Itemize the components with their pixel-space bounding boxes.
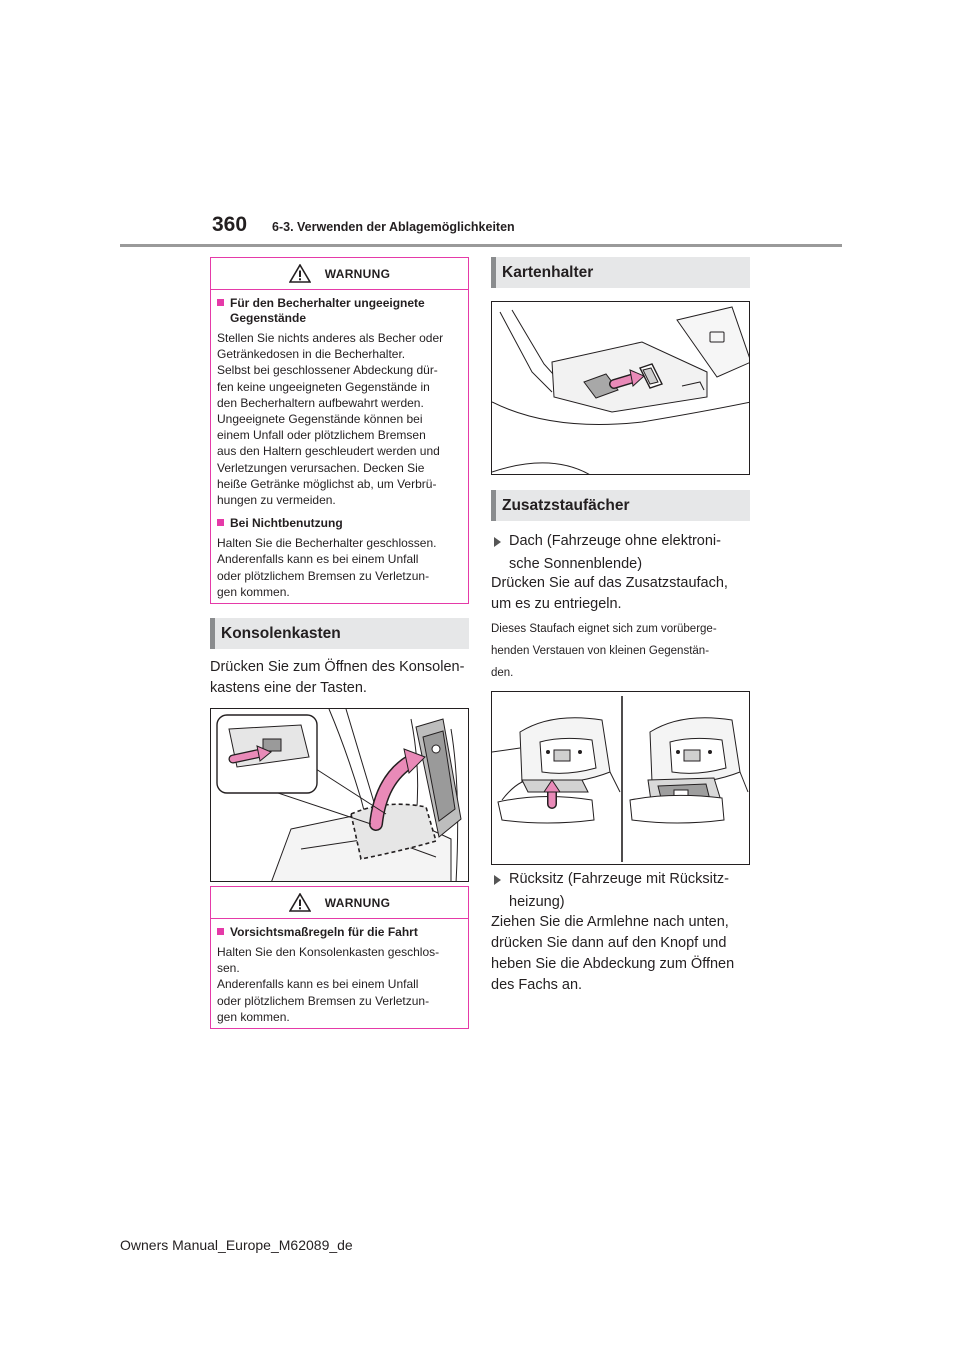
warning-text: Halten Sie die Becherhalter geschlossen. Anderenfalls kann es bei einem Unfall oder plötzlichem Bremsen zu Verletzun- gen kommen. <box>217 536 437 599</box>
heading-kartenhalter: Kartenhalter <box>491 257 750 288</box>
warning-triangle-icon <box>289 893 311 912</box>
zusatz-note: Dieses Staufach eignet sich zum vorüberge- henden Verstauen von kleinen Gegenstän- den. <box>491 623 717 679</box>
heading-konsolenkasten: Konsolenkasten <box>210 618 469 649</box>
section-header: 6-3. Verwenden der Ablagemöglichkeiten <box>272 220 515 234</box>
warning-subtitle: Vorsichtsmaßregeln für die Fahrt <box>217 925 464 940</box>
warning-header <box>211 258 468 290</box>
pink-square-bullet-icon <box>217 299 224 306</box>
bullet-rear-seat: Rücksitz (Fahrzeuge mit Rücksitz- heizung) <box>494 868 754 914</box>
console-box-illustration <box>210 708 469 882</box>
footer-doc-id: Owners Manual_Europe_M62089_de <box>120 1237 353 1253</box>
pink-square-bullet-icon <box>217 928 224 935</box>
header-rule <box>120 244 842 247</box>
warning-box-cupholder <box>210 257 469 604</box>
warning-subtitle: Für den Becherhalter ungeeignete Gegenstände <box>217 296 464 326</box>
pink-square-bullet-icon <box>217 519 224 526</box>
warning-subtitle: Bei Nichtbenutzung <box>217 516 464 531</box>
page-number: 360 <box>212 213 248 236</box>
card-holder-illustration <box>491 301 750 475</box>
heading-zusatzstaufaecher: Zusatzstaufächer <box>491 490 750 521</box>
bullet-roof: Dach (Fahrzeuge ohne elektroni- sche Sonnenblende) <box>494 530 754 576</box>
zusatz-text-2: Ziehen Sie die Armlehne nach unten, drücken Sie dann auf den Knopf und heben Sie die Abdeckung zum Öffnen des Fachs an. <box>491 914 735 993</box>
warning-title: WARNUNG <box>324 895 391 910</box>
warning-header <box>211 887 468 919</box>
warning-triangle-icon <box>289 264 311 283</box>
warning-title: WARNUNG <box>324 266 391 281</box>
zusatz-text-1: Drücken Sie auf das Zusatzstaufach, um es zu entriegeln. <box>491 575 728 612</box>
warning-text: Halten Sie den Konsolenkasten geschlos- sen. Anderenfalls kann es bei einem Unfall oder plötzlichem Bremsen zu Verletzun- gen kommen. <box>217 945 440 1024</box>
triangle-bullet-icon <box>494 875 501 885</box>
warning-box-driving <box>210 886 469 1029</box>
konsolenkasten-text: Drücken Sie zum Öffnen des Konsolen- kastens eine der Tasten. <box>210 659 465 696</box>
roof-compartment-illustration <box>491 691 750 865</box>
triangle-bullet-icon <box>494 537 501 547</box>
warning-text: Stellen Sie nichts anderes als Becher oder Getränkedosen in die Becherhalter. Selbst bei geschlossener Abdeckung dür- fen keine ungeeigneten Gegenstände in den Becherhaltern aufbewahrt werden. Ungeeignete Gegenstände können bei einem Unfall oder plötzlichem Bremsen aus den Haltern geschleudert werden und Verletzungen verursachen. Decken Sie heiße Getränke möglichst ab, um Verbrü- hungen zu vermeiden. <box>217 331 444 508</box>
